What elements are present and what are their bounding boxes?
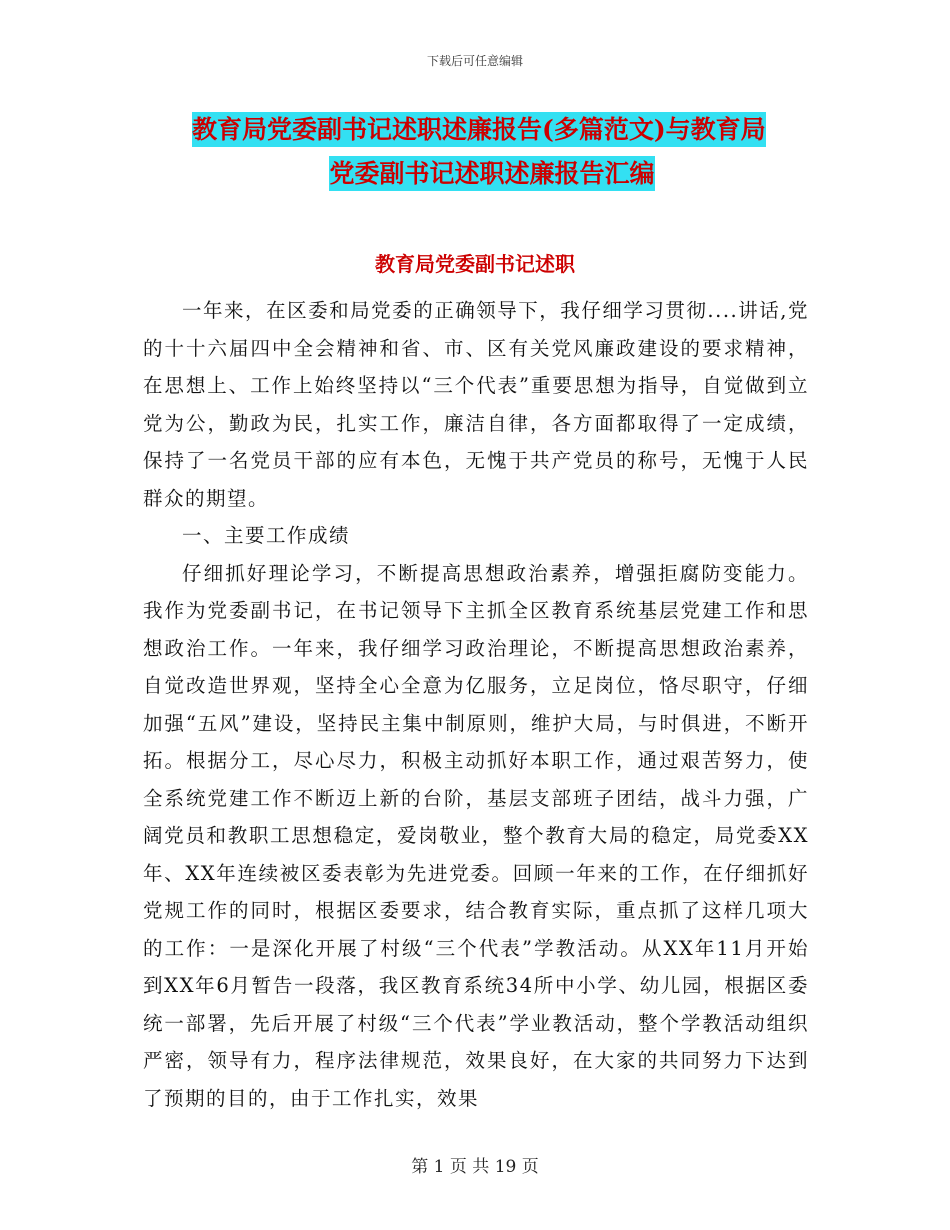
paragraph-heading: 一、主要工作成绩: [182, 524, 351, 547]
document-title: [192, 108, 812, 196]
page-header-note: 下载后可任意编辑: [426, 54, 523, 68]
page-footer: 第 1 页 共 19 页: [411, 1157, 539, 1177]
title-line-1: 教育局党委副书记述职述廉报告(多篇范文)与教育局: [192, 112, 766, 147]
paragraph: 仔细抓好理论学习，不断提高思想政治素养，增强拒腐防变能力。我作为党委副书记，在书记领导下主抓全区教育系统基层党建工作和思想政治工作。一年来，我仔细学习政治理论，不断提高思想政治素养，自觉改造世界观，坚持全心全意为亿服务，立足岗位，恪尽职守，仔细加强“五风”建设，坚持民主集中制原则，维护大局，与时俱进，不断开拓。根据分工，尽心尽力，积极主动抓好本职工作，通过艰苦努力，使全系统党建工作不断迈上新的台阶，基层支部班子团结，战斗力强，广阔党员和教职工思想稳定，爱岗敬业，整个教育大局的稳定，局党委XX年、XX年连续被区委表彰为先进党委。回顾一年来的工作，在仔细抓好党规工作的同时，根据区委要求，结合教育实际，重点抓了这样几项大的工作：一是深化开展了村级“三个代表”学教活动。从XX年11月开始到XX年6月暂告一段落，我区教育系统34所中小学、幼儿园，根据区委统一部署，先后开展了村级“三个代表”学业教活动，整个学教活动组织严密，领导有力，程序法律规范，效果良好，在大家的共同努力下达到了预期的目的，由于工作扎实，效果: [143, 561, 809, 1110]
paragraph: 一年来，在区委和局党委的正确领导下，我仔细学习贯彻....讲话,党的十十六届四中全会精神和省、市、区有关党风廉政建设的要求精神，在思想上、工作上始终坚持以“三个代表”重要思想为指导，自觉做到立党为公，勤政为民，扎实工作，廉洁自律，各方面都取得了一定成绩，保持了一名党员干部的应有本色，无愧于共产党员的称号，无愧于人民群众的期望。: [143, 299, 809, 510]
document-body: [143, 292, 809, 1117]
section-title: 教育局党委副书记述职: [375, 252, 575, 276]
title-line-2: 党委副书记述职述廉报告汇编: [329, 156, 654, 191]
